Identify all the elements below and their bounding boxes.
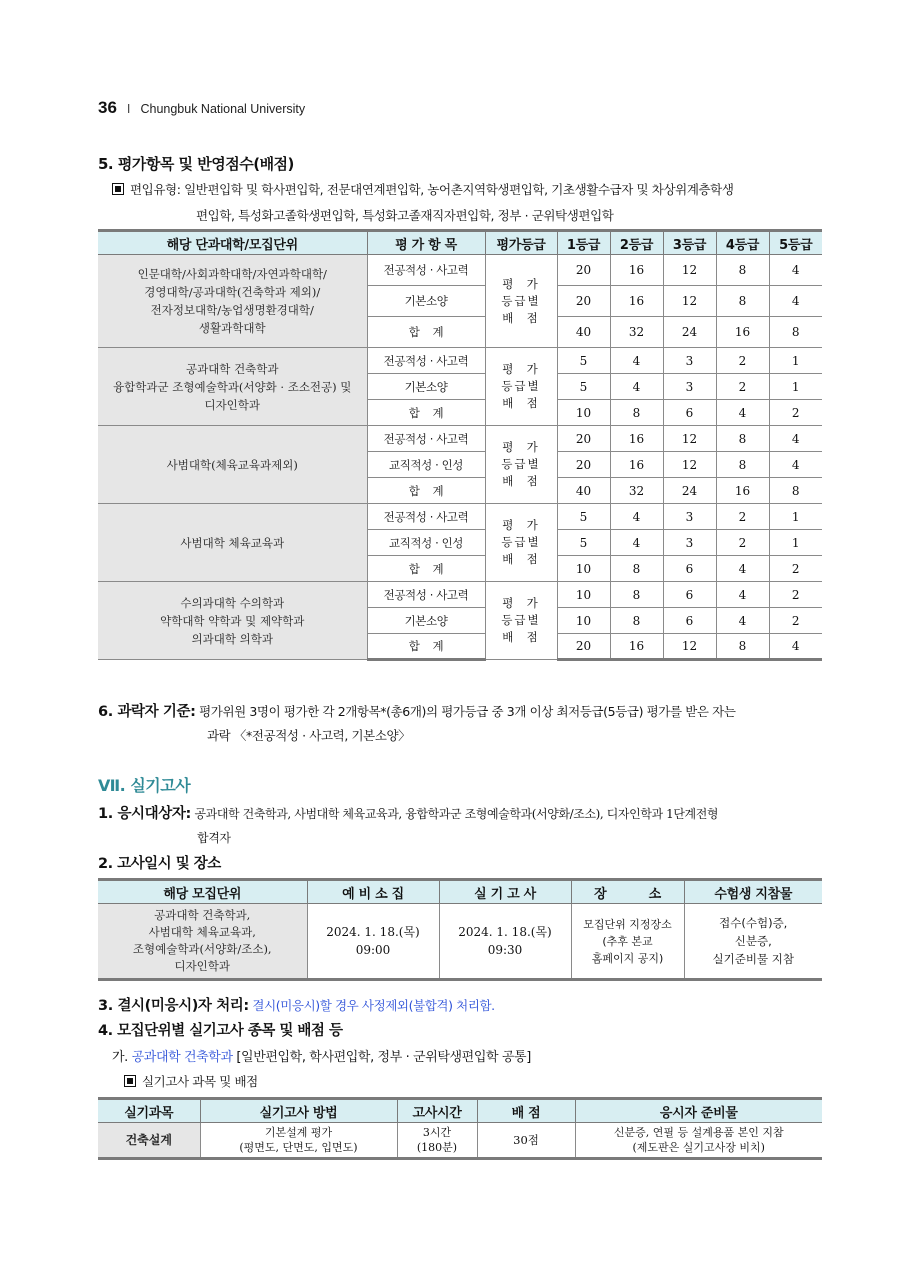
item3-label: 3. 결시(미응시)자 처리: xyxy=(98,998,249,1014)
basis-line: 평 가 xyxy=(502,362,540,376)
basis-line: 평 가 xyxy=(502,276,540,291)
sched-prelim-cell xyxy=(307,904,439,980)
item1-line1 xyxy=(98,802,718,823)
grade-5-cell: 4 xyxy=(769,286,822,317)
grade-5-cell: 2 xyxy=(769,608,822,634)
grade-1-cell: 10 xyxy=(557,608,610,634)
grade-5-cell: 1 xyxy=(769,374,822,400)
grade-4-cell: 8 xyxy=(716,634,769,660)
square-bullet-icon xyxy=(124,1075,136,1087)
square-bullet-icon xyxy=(112,183,124,195)
score-table-row xyxy=(98,255,822,286)
unit-line: 수의과대학 수의학과 xyxy=(180,595,285,610)
supplies-cell xyxy=(575,1123,822,1159)
col-header-g2: 2등급 xyxy=(610,231,663,255)
eval-item-cell: 기본소양 xyxy=(367,374,485,400)
schedule-table-header xyxy=(98,880,822,904)
col-header-g4: 4등급 xyxy=(716,231,769,255)
subj-header-supplies: 응시자 준비물 xyxy=(575,1099,822,1123)
basis-line: 평 가 xyxy=(502,596,540,610)
unit-cell xyxy=(98,348,367,426)
score-table-header xyxy=(98,231,822,255)
grade-3-cell: 12 xyxy=(663,634,716,660)
section5-type-line1 xyxy=(112,180,734,198)
schedule-row xyxy=(98,904,822,980)
grade-basis-cell xyxy=(485,426,557,504)
subject-cell: 건축설계 xyxy=(98,1123,200,1159)
grade-2-cell: 32 xyxy=(610,317,663,348)
grade-1-cell: 20 xyxy=(557,634,610,660)
grade-5-cell: 2 xyxy=(769,400,822,426)
grade-4-cell: 16 xyxy=(716,478,769,504)
grade-3-cell: 12 xyxy=(663,286,716,317)
grade-4-cell: 2 xyxy=(716,530,769,556)
grade-4-cell: 4 xyxy=(716,582,769,608)
section6-text-line2: 과락 〈*전공적성 · 사고력, 기본소양〉 xyxy=(207,728,411,743)
unit-cell xyxy=(98,504,367,582)
basis-line: 배 점 xyxy=(502,474,540,488)
sub-ga-note: [일반편입학, 학사편입학, 정부 · 군위탁생편입학 공통] xyxy=(236,1050,531,1065)
basis-line: 배 점 xyxy=(502,396,540,410)
sched-unit-line: 디자인학과 xyxy=(174,959,231,973)
eval-item-cell: 전공적성 · 사고력 xyxy=(367,348,485,374)
grade-2-cell: 8 xyxy=(610,400,663,426)
eval-item-cell: 기본소양 xyxy=(367,286,485,317)
subj-header-method: 실기고사 방법 xyxy=(200,1099,397,1123)
section6-text-line1: 평가위원 3명이 평가한 각 2개항목*(총6개)의 평가등급 중 3개 이상 최저등급(5등급) 평가를 받은 자는 xyxy=(199,704,736,719)
eval-item-cell: 합 계 xyxy=(367,478,485,504)
basis-line: 배 점 xyxy=(502,630,540,644)
grade-1-cell: 5 xyxy=(557,504,610,530)
grade-basis-cell xyxy=(485,348,557,426)
grade-4-cell: 2 xyxy=(716,504,769,530)
items-line: 신분증, xyxy=(734,934,772,948)
grade-4-cell: 4 xyxy=(716,608,769,634)
sched-header-exam: 실 기 고 사 xyxy=(439,880,571,904)
sub-ga-prefix: 가. xyxy=(112,1050,128,1065)
sub-ga-line xyxy=(112,1046,531,1065)
unit-line: 사범대학(체육교육과제외) xyxy=(166,457,298,472)
unit-line: 경영대학/공과대학(건축학과 제외)/ xyxy=(144,285,321,299)
item1-text-line1: 공과대학 건축학과, 사범대학 체육교육과, 융합학과군 조형예술학과(서양화/조소), 디자인학과 1단계전형 xyxy=(194,807,719,821)
sched-header-place: 장 소 xyxy=(571,880,684,904)
grade-1-cell: 20 xyxy=(557,452,610,478)
grade-basis-cell xyxy=(485,582,557,660)
col-header-unit: 해당 단과대학/모집단위 xyxy=(98,231,367,255)
eval-item-cell: 전공적성 · 사고력 xyxy=(367,255,485,286)
basis-line: 평 가 xyxy=(502,518,540,532)
grade-3-cell: 6 xyxy=(663,582,716,608)
grade-2-cell: 16 xyxy=(610,255,663,286)
unit-line: 인문대학/사회과학대학/자연과학대학/ xyxy=(137,267,327,281)
unit-line: 전자정보대학/농업생명환경대학/ xyxy=(150,303,314,317)
grade-3-cell: 12 xyxy=(663,426,716,452)
sched-exam-cell xyxy=(439,904,571,980)
grade-3-cell: 12 xyxy=(663,255,716,286)
item3-text: 결시(미응시)할 경우 사정제외(불합격) 처리함. xyxy=(252,998,495,1013)
grade-2-cell: 8 xyxy=(610,556,663,582)
score-table-row xyxy=(98,348,822,374)
grade-4-cell: 8 xyxy=(716,426,769,452)
unit-line: 의과대학 의학과 xyxy=(191,631,273,646)
sched-header-prelim: 예 비 소 집 xyxy=(307,880,439,904)
subj-header-subject: 실기과목 xyxy=(98,1099,200,1123)
grade-1-cell: 40 xyxy=(557,478,610,504)
grade-1-cell: 5 xyxy=(557,530,610,556)
grade-5-cell: 1 xyxy=(769,530,822,556)
type-text-line1: 일반편입학 및 학사편입학, 전문대연계편입학, 농어촌지역학생편입학, 기초생활수급자 및 차상위계층학생 xyxy=(184,182,734,197)
grade-5-cell: 4 xyxy=(769,634,822,660)
place-line: 홈페이지 공지) xyxy=(591,951,664,965)
grade-5-cell: 2 xyxy=(769,556,822,582)
grade-5-cell: 2 xyxy=(769,582,822,608)
col-header-g3: 3등급 xyxy=(663,231,716,255)
method-cell xyxy=(200,1123,397,1159)
item2-title: 2. 고사일시 및 장소 xyxy=(98,856,221,872)
grade-basis-cell xyxy=(485,255,557,348)
eval-item-cell: 합 계 xyxy=(367,556,485,582)
page-number: 36 xyxy=(98,98,117,117)
grade-5-cell: 1 xyxy=(769,348,822,374)
unit-line: 사범대학 체육교육과 xyxy=(180,535,285,550)
university-name: Chungbuk National University xyxy=(140,102,306,116)
grade-2-cell: 16 xyxy=(610,286,663,317)
grade-2-cell: 4 xyxy=(610,504,663,530)
supplies-line: (제도판은 실기고사장 비치) xyxy=(632,1141,765,1154)
grade-1-cell: 20 xyxy=(557,286,610,317)
grade-1-cell: 5 xyxy=(557,348,610,374)
grade-3-cell: 6 xyxy=(663,556,716,582)
sched-unit-cell xyxy=(98,904,307,980)
grade-1-cell: 10 xyxy=(557,556,610,582)
page-header xyxy=(98,98,305,118)
sub-ga-dept: 공과대학 건축학과 xyxy=(131,1050,233,1065)
item1-label: 1. 응시대상자: xyxy=(98,806,191,822)
grade-3-cell: 6 xyxy=(663,400,716,426)
subject-row xyxy=(98,1123,822,1159)
score-table-row xyxy=(98,504,822,530)
items-line: 접수(수험)증, xyxy=(719,916,788,930)
grade-5-cell: 4 xyxy=(769,255,822,286)
eval-item-cell: 기본소양 xyxy=(367,608,485,634)
eval-item-cell: 합 계 xyxy=(367,317,485,348)
header-separator: I xyxy=(126,102,131,116)
grade-1-cell: 10 xyxy=(557,400,610,426)
basis-line: 배 점 xyxy=(502,310,540,325)
grade-2-cell: 32 xyxy=(610,478,663,504)
subject-table xyxy=(98,1097,822,1160)
basis-line: 등급별 xyxy=(501,379,541,393)
grade-3-cell: 3 xyxy=(663,530,716,556)
section5-title: 5. 평가항목 및 반영점수(배점) xyxy=(98,155,294,173)
grade-4-cell: 16 xyxy=(716,317,769,348)
method-line: 기본설계 평가 xyxy=(264,1126,333,1139)
unit-line: 융합학과군 조형예술학과(서양화 · 조소전공) 및 xyxy=(113,379,352,394)
grade-4-cell: 2 xyxy=(716,374,769,400)
score-table-row xyxy=(98,582,822,608)
basis-line: 등급별 xyxy=(501,293,541,308)
unit-line: 디자인학과 xyxy=(204,397,261,412)
sched-place-cell xyxy=(571,904,684,980)
method-line: (평면도, 단면도, 입면도) xyxy=(239,1141,358,1154)
unit-line: 생활과학대학 xyxy=(198,321,266,335)
grade-2-cell: 16 xyxy=(610,634,663,660)
grade-3-cell: 6 xyxy=(663,608,716,634)
eval-item-cell: 교직적성 · 인성 xyxy=(367,530,485,556)
unit-line: 약학대학 약학과 및 제약학과 xyxy=(160,613,305,628)
grade-basis-cell xyxy=(485,504,557,582)
grade-3-cell: 3 xyxy=(663,348,716,374)
grade-4-cell: 4 xyxy=(716,556,769,582)
grade-1-cell: 20 xyxy=(557,426,610,452)
score-table-row xyxy=(98,426,822,452)
sched-header-items: 수험생 지참물 xyxy=(684,880,822,904)
subj-header-time: 고사시간 xyxy=(397,1099,477,1123)
grade-1-cell: 40 xyxy=(557,317,610,348)
grade-2-cell: 16 xyxy=(610,452,663,478)
col-header-grade: 평가등급 xyxy=(485,231,557,255)
grade-3-cell: 3 xyxy=(663,504,716,530)
grade-3-cell: 24 xyxy=(663,478,716,504)
time-line: 3시간 xyxy=(422,1126,452,1139)
basis-line: 등급별 xyxy=(501,457,541,471)
eval-item-cell: 전공적성 · 사고력 xyxy=(367,504,485,530)
grade-3-cell: 12 xyxy=(663,452,716,478)
score-cell: 30점 xyxy=(477,1123,575,1159)
grade-3-cell: 3 xyxy=(663,374,716,400)
prelim-date: 2024. 1. 18.(목) xyxy=(326,925,420,939)
eval-item-cell: 합 계 xyxy=(367,400,485,426)
grade-5-cell: 4 xyxy=(769,426,822,452)
unit-cell xyxy=(98,255,367,348)
supplies-line: 신분증, 연필 등 설계용품 본인 지참 xyxy=(613,1126,784,1139)
item4-title: 4. 모집단위별 실기고사 종목 및 배점 등 xyxy=(98,1023,343,1039)
unit-line: 공과대학 건축학과 xyxy=(185,361,279,376)
exam-date: 2024. 1. 18.(목) xyxy=(458,925,552,939)
col-header-g5: 5등급 xyxy=(769,231,822,255)
place-line: (추후 본교 xyxy=(602,934,653,948)
basis-line: 등급별 xyxy=(501,613,541,627)
items-line: 실기준비물 지참 xyxy=(712,952,794,966)
grade-5-cell: 4 xyxy=(769,452,822,478)
sched-items-cell xyxy=(684,904,822,980)
grade-2-cell: 16 xyxy=(610,426,663,452)
sched-unit-line: 사범대학 체육교육과, xyxy=(148,925,256,939)
grade-1-cell: 5 xyxy=(557,374,610,400)
subj-header-score: 배 점 xyxy=(477,1099,575,1123)
basis-line: 등급별 xyxy=(501,535,541,549)
grade-1-cell: 20 xyxy=(557,255,610,286)
time-line: (180분) xyxy=(416,1141,458,1154)
unit-cell xyxy=(98,426,367,504)
grade-4-cell: 4 xyxy=(716,400,769,426)
grade-3-cell: 24 xyxy=(663,317,716,348)
subject-table-header xyxy=(98,1099,822,1123)
eval-item-cell: 합 계 xyxy=(367,634,485,660)
eval-item-cell: 전공적성 · 사고력 xyxy=(367,582,485,608)
basis-line: 평 가 xyxy=(502,440,540,454)
type-text-line2: 편입학, 특성화고졸학생편입학, 특성화고졸재직자편입학, 정부 · 군위탁생편입학 xyxy=(196,208,614,223)
chapter7-title: Ⅶ. 실기고사 xyxy=(98,776,191,795)
grade-1-cell: 10 xyxy=(557,582,610,608)
grade-5-cell: 8 xyxy=(769,317,822,348)
type-label: 편입유형: xyxy=(130,182,181,197)
grade-2-cell: 8 xyxy=(610,582,663,608)
place-line: 모집단위 지정장소 xyxy=(583,917,672,931)
grade-2-cell: 4 xyxy=(610,348,663,374)
item3-line xyxy=(98,994,495,1015)
unit-cell xyxy=(98,582,367,660)
score-table xyxy=(98,229,822,661)
sched-unit-line: 공과대학 건축학과, xyxy=(154,908,251,922)
grade-5-cell: 8 xyxy=(769,478,822,504)
sub-bullet-text: 실기고사 과목 및 배점 xyxy=(142,1074,258,1089)
grade-2-cell: 4 xyxy=(610,374,663,400)
sched-unit-line: 조형예술학과(서양화/조소), xyxy=(132,942,272,956)
grade-4-cell: 2 xyxy=(716,348,769,374)
col-header-item: 평 가 항 목 xyxy=(367,231,485,255)
eval-item-cell: 교직적성 · 인성 xyxy=(367,452,485,478)
section6-label: 6. 과락자 기준: xyxy=(98,704,196,720)
section6-line1 xyxy=(98,700,736,721)
eval-item-cell: 전공적성 · 사고력 xyxy=(367,426,485,452)
grade-5-cell: 1 xyxy=(769,504,822,530)
grade-4-cell: 8 xyxy=(716,286,769,317)
col-header-g1: 1등급 xyxy=(557,231,610,255)
exam-time: 09:30 xyxy=(487,943,523,957)
sched-header-unit: 해당 모집단위 xyxy=(98,880,307,904)
prelim-time: 09:00 xyxy=(355,943,391,957)
time-cell xyxy=(397,1123,477,1159)
grade-2-cell: 8 xyxy=(610,608,663,634)
item1-text-line2: 합격자 xyxy=(197,831,231,845)
basis-line: 배 점 xyxy=(502,552,540,566)
grade-4-cell: 8 xyxy=(716,255,769,286)
grade-2-cell: 4 xyxy=(610,530,663,556)
schedule-table xyxy=(98,878,822,981)
grade-4-cell: 8 xyxy=(716,452,769,478)
sub-bullet-line xyxy=(124,1072,258,1090)
